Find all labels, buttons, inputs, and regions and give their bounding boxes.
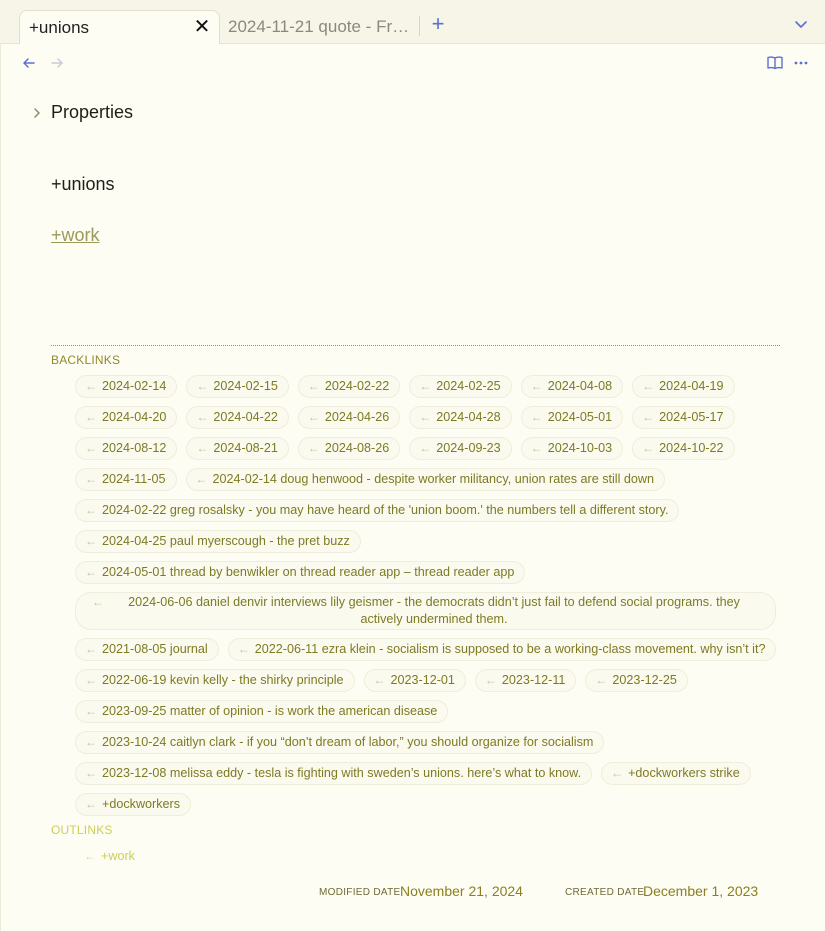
arrow-left-icon: ← (85, 379, 97, 393)
backlink-chip[interactable] (298, 437, 400, 460)
backlink-chip[interactable] (409, 437, 511, 460)
backlink-chip[interactable] (409, 406, 511, 429)
backlink-label: 2024-10-03 (547, 441, 613, 455)
arrow-left-icon: ← (611, 766, 624, 780)
arrow-left-icon: ← (85, 565, 97, 579)
arrow-left-icon: ← (530, 441, 543, 455)
divider (51, 345, 780, 346)
backlink-label: 2024-09-23 (436, 441, 501, 455)
backlink-chip[interactable] (186, 437, 288, 460)
book-open-icon[interactable] (766, 55, 784, 71)
backlink-label: 2024-02-14 (102, 379, 167, 393)
close-icon[interactable]: ✕ (193, 16, 211, 38)
arrow-left-icon: ← (85, 673, 97, 687)
backlink-label: 2023-09-25 matter of opinion - is work the american disease (102, 704, 438, 718)
outlink-label: +work (101, 849, 135, 863)
arrow-left-icon: ← (642, 410, 655, 424)
backlink-chip[interactable] (601, 762, 751, 785)
backlink-label: 2023-12-08 melissa eddy - tesla is fighting with sweden’s unions. here’s what to know. (102, 766, 582, 780)
created-date-label: CREATED DATE (565, 887, 645, 898)
arrow-left-icon: ← (237, 642, 250, 656)
backlink-chip[interactable] (75, 561, 525, 584)
arrow-right-icon[interactable] (49, 55, 65, 71)
backlink-label: 2023-12-11 (501, 673, 566, 687)
modified-date-value: November 21, 2024 (400, 883, 523, 899)
backlink-label: 2024-02-14 doug henwood - despite worker militancy, union rates are still down (212, 472, 654, 486)
outlink-chip[interactable] (75, 847, 144, 865)
backlink-chip[interactable] (632, 406, 734, 429)
arrow-left-icon: ← (85, 642, 97, 656)
backlink-chip[interactable] (75, 669, 355, 692)
backlink-chip[interactable] (521, 375, 623, 398)
backlink-chip[interactable] (364, 669, 466, 692)
backlink-label: 2024-08-21 (213, 441, 278, 455)
backlink-label: 2024-04-19 (659, 379, 724, 393)
backlink-label: 2024-10-22 (659, 441, 724, 455)
arrow-left-icon: ← (530, 410, 543, 424)
tab-title: +unions (29, 17, 90, 37)
backlink-label: 2024-02-25 (436, 379, 501, 393)
arrow-left-icon: ← (530, 379, 543, 393)
backlink-label: 2024-04-28 (436, 410, 501, 424)
backlink-label: 2024-04-22 (213, 410, 278, 424)
arrow-left-icon: ← (307, 441, 320, 455)
backlink-label: 2024-05-01 (547, 410, 613, 424)
backlink-label: 2024-04-08 (547, 379, 613, 393)
backlink-chip[interactable] (298, 406, 400, 429)
chevron-right-icon (31, 106, 43, 118)
arrow-left-icon[interactable] (21, 55, 37, 71)
arrow-left-icon: ← (595, 673, 608, 687)
arrow-left-icon: ← (85, 704, 97, 718)
backlink-label: 2024-05-01 thread by benwikler on thread reader app – thread reader app (102, 565, 515, 579)
properties-toggle[interactable] (31, 100, 133, 124)
backlink-chip[interactable] (75, 437, 177, 460)
tab-quote[interactable] (228, 10, 418, 44)
arrow-left-icon: ← (85, 441, 97, 455)
backlink-label: 2024-04-25 paul myerscough - the pret buzz (102, 534, 350, 548)
backlink-chip[interactable] (75, 406, 177, 429)
arrow-left-icon: ← (196, 441, 209, 455)
backlink-label: 2024-02-22 (324, 379, 390, 393)
note-link-work[interactable]: +work (51, 225, 100, 245)
tab-unions[interactable] (19, 10, 220, 44)
backlink-chip[interactable] (585, 669, 687, 692)
metadata-footer (1, 881, 825, 903)
backlink-chip[interactable] (75, 793, 191, 816)
backlink-chip[interactable] (75, 530, 361, 553)
note-title: +unions (51, 174, 115, 194)
backlink-chip[interactable] (186, 468, 666, 491)
arrow-left-icon: ← (642, 441, 655, 455)
arrow-left-icon: ← (92, 595, 104, 609)
backlink-label: 2024-04-20 (102, 410, 167, 424)
backlink-label: 2024-06-06 daniel denvir interviews lily geismer - the democrats didn’t just fail to defend social programs. they actively undermined them. (128, 595, 740, 626)
backlink-chip[interactable] (75, 468, 177, 491)
created-date-value: December 1, 2023 (643, 883, 759, 899)
arrow-left-icon: ← (307, 410, 320, 424)
backlink-chip[interactable] (298, 375, 400, 398)
arrow-left-icon: ← (196, 379, 209, 393)
backlink-label: 2024-04-26 (324, 410, 390, 424)
properties-label: Properties (51, 101, 134, 122)
arrow-left-icon: ← (419, 379, 432, 393)
backlink-chip[interactable] (75, 499, 679, 522)
backlinks-label: BACKLINKS (51, 353, 121, 367)
arrow-left-icon: ← (85, 503, 97, 517)
backlink-label: 2024-08-26 (324, 441, 390, 455)
tab-separator (419, 16, 420, 36)
backlink-chip[interactable] (475, 669, 577, 692)
arrow-left-icon: ← (419, 410, 432, 424)
backlink-label: 2022-06-11 ezra klein - socialism is supposed to be a working-class movement. why isn’t it? (254, 642, 766, 656)
backlink-label: 2021-08-05 journal (102, 642, 208, 656)
backlink-label: 2023-10-24 caitlyn clark - if you “don’t dream of labor,” you should organize for socialism (102, 735, 594, 749)
backlink-label: 2024-02-15 (213, 379, 278, 393)
backlink-chip[interactable] (409, 375, 511, 398)
backlink-label: +dockworkers (102, 797, 181, 811)
chevron-down-icon[interactable] (792, 14, 810, 34)
arrow-left-icon: ← (85, 534, 97, 548)
backlink-label: 2023-12-01 (390, 673, 455, 687)
tab-bar (0, 0, 825, 44)
backlink-label: 2022-06-19 kevin kelly - the shirky principle (102, 673, 344, 687)
plus-icon[interactable]: + (431, 11, 445, 36)
outlinks-label: OUTLINKS (51, 823, 113, 837)
backlink-label: 2024-02-22 greg rosalsky - you may have heard of the 'union boom.' the numbers tell a different story. (102, 503, 669, 517)
more-horizontal-icon[interactable] (793, 56, 809, 70)
arrow-left-icon: ← (85, 410, 97, 424)
backlink-chip[interactable] (632, 437, 734, 460)
backlink-chip[interactable] (186, 375, 288, 398)
arrow-left-icon: ← (642, 379, 655, 393)
note-view (0, 44, 825, 931)
arrow-left-icon: ← (373, 673, 386, 687)
arrow-left-icon: ← (85, 472, 97, 486)
arrow-left-icon: ← (484, 673, 497, 687)
backlink-chip[interactable] (521, 406, 623, 429)
backlink-label: 2024-08-12 (102, 441, 167, 455)
backlink-label: 2023-12-25 (612, 673, 677, 687)
backlinks-list (75, 375, 777, 816)
backlink-chip[interactable] (75, 700, 448, 723)
arrow-left-icon: ← (195, 472, 208, 486)
arrow-left-icon: ← (84, 849, 96, 863)
arrow-left-icon: ← (307, 379, 320, 393)
arrow-left-icon: ← (85, 797, 97, 811)
arrow-left-icon: ← (196, 410, 209, 424)
backlink-label: 2024-11-05 (102, 472, 166, 486)
backlink-chip[interactable] (75, 638, 219, 661)
tab-title: 2024-11-21 quote - Fr… (228, 17, 410, 36)
outlinks-list (75, 847, 144, 865)
arrow-left-icon: ← (419, 441, 432, 455)
backlink-chip[interactable] (186, 406, 288, 429)
backlink-label: +dockworkers strike (628, 766, 740, 780)
arrow-left-icon: ← (85, 766, 97, 780)
backlink-chip[interactable] (75, 731, 604, 754)
backlink-chip[interactable] (228, 638, 777, 661)
backlink-chip[interactable] (521, 437, 623, 460)
backlink-chip[interactable] (75, 762, 592, 785)
backlink-chip[interactable] (632, 375, 734, 398)
backlink-chip[interactable] (75, 375, 177, 398)
modified-date-label: MODIFIED DATE (319, 887, 401, 898)
arrow-left-icon: ← (85, 735, 97, 749)
backlink-chip[interactable] (75, 592, 776, 630)
backlink-label: 2024-05-17 (659, 410, 724, 424)
